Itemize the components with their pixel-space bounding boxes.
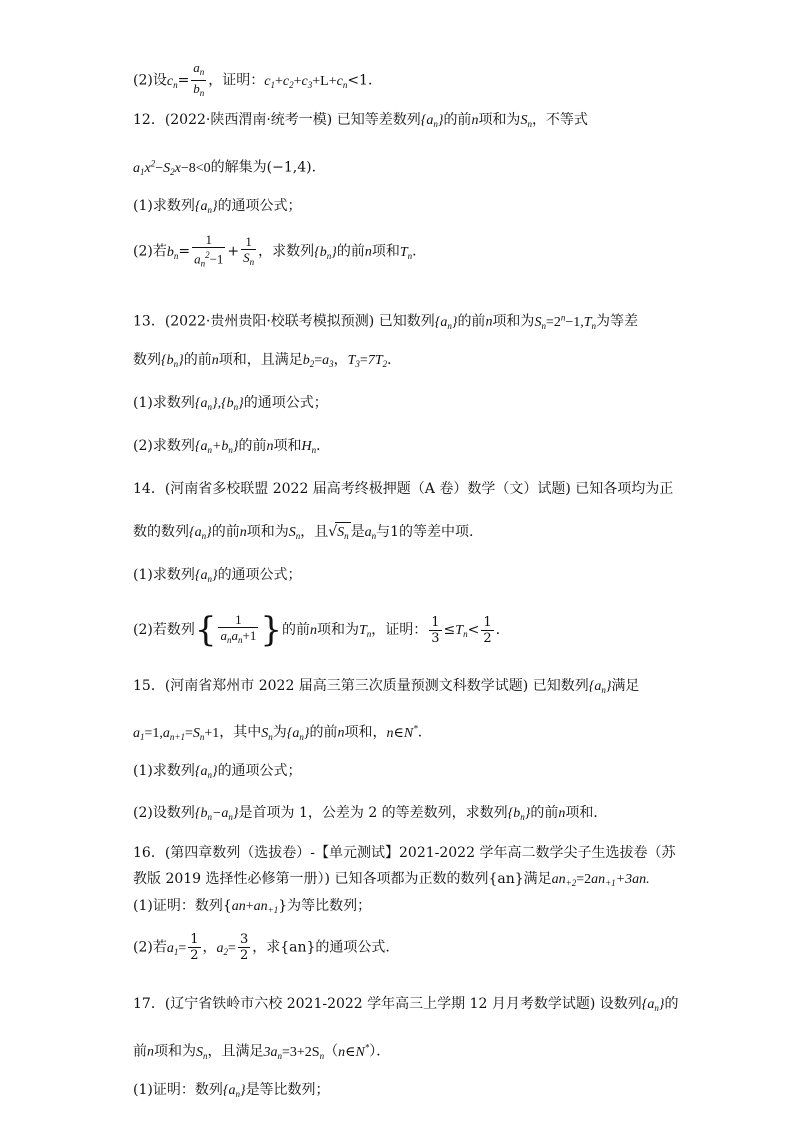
question-16-stem: 16．(第四章数列（选拔卷）-【单元测试】2021-2022 学年高二数学尖子生选拔卷（苏 [133,845,676,861]
question-12-inequality: $a_1x^2-S_2x-8<0$的解集为(−1,4). [133,158,317,177]
question-17-part-1: (1)证明：数列$\{a_n\}$是等比数列； [133,1082,330,1099]
question-11-part-2: (2)设$c_n=$ $\frac{a_n}{b_n}$ ，证明：$c_1+c_2+c_3+L+c_n<1$． [133,60,382,98]
question-15-condition: $a_1=1,a_{n+1}=S_n+1$，其中$S_n$为$\{a_n\}$的前n项和，n∈N*． [133,723,432,742]
question-13-stem-continued: 数列$\{b_n\}$的前n项和，且满足$b_2=a_3$，$T_3=7T_2$． [133,352,402,369]
question-16-part-1: (1)证明：数列$\{an+an_{+1}\}$为等比数列； [133,898,372,915]
question-13-part-1: (1)求数列$\{a_n\},\{b_n\}$的通项公式； [133,395,328,412]
question-12-part-2: (2)若$b_n=$ $\frac{1}{a_n^2-1}$ + $\frac{1}{S_n}$ ，求数列$\{b_n\}$的前n项和$T_n$. [133,232,417,269]
question-15-part-1: (1)求数列$\{a_n\}$的通项公式； [133,763,302,780]
question-13-stem: 13．(2022·贵州贵阳·校联考模拟预测) 已知数列$\{a_n\}$的前n项和为$S_n=2^n-1,T_n$为等差 [133,312,639,331]
question-13-part-2: (2)求数列$\{a_n+b_n\}$的前n项和$H_n$． [133,438,331,455]
question-15-stem: 15．(河南省郑州市 2022 届高三第三次质量预测文科数学试题) 已知数列$\{a_n\}$满足 [133,678,640,695]
question-14-stem-continued: 数的数列$\{a_n\}$的前n项和为$S_n$，且$√S_n$ 是$a_n$与1的等差中项. [133,522,474,546]
question-16-stem-continued: 教版 2019 选择性必修第一册）) 已知各项都为正数的数列{an}满足$an_{+2}=2an_{+1}+3an$. [133,871,650,888]
question-12-stem: 12．(2022·陕西渭南·统考一模) 已知等差数列$\{a_n\}$的前n项和为$S_n$，不等式 [133,112,588,129]
question-15-part-2: (2)设数列$\{b_n-a_n\}$是首项为 1，公差为 2 的等差数列，求数列$\{b_n\}$的前n项和． [133,805,608,822]
question-17-stem-continued: 前n项和为$S_n$，且满足$3a_n=3+2S_n(n\in N^*)$． [133,1042,391,1061]
question-14-part-1: (1)求数列$\{a_n\}$的通项公式； [133,567,302,584]
question-14-part-2: (2)若数列{ $\frac{1}{a_na_n+1}$ }的前n项和为$T_n$，证明： $\frac{1}{3}$ $\le T_n<$ $\frac{1}{2}$ . [133,610,501,650]
question-14-stem: 14．(河南省多校联盟 2022 届高考终极押题（A 卷）数学（文）试题) 已知各项均为正 [133,481,674,497]
question-16-part-2: (2)若$a_1=$ $\frac{1}{2}$ ，$a_2=$ $\frac{3}{2}$ ，求{an}的通项公式. [133,932,390,963]
question-17-stem: 17．(辽宁省铁岭市六校 2021-2022 学年高三上学期 12 月月考数学试题) 设数列$\{a_n\}$的 [133,996,679,1013]
question-12-part-1: (1)求数列$\{a_n\}$的通项公式； [133,198,302,215]
